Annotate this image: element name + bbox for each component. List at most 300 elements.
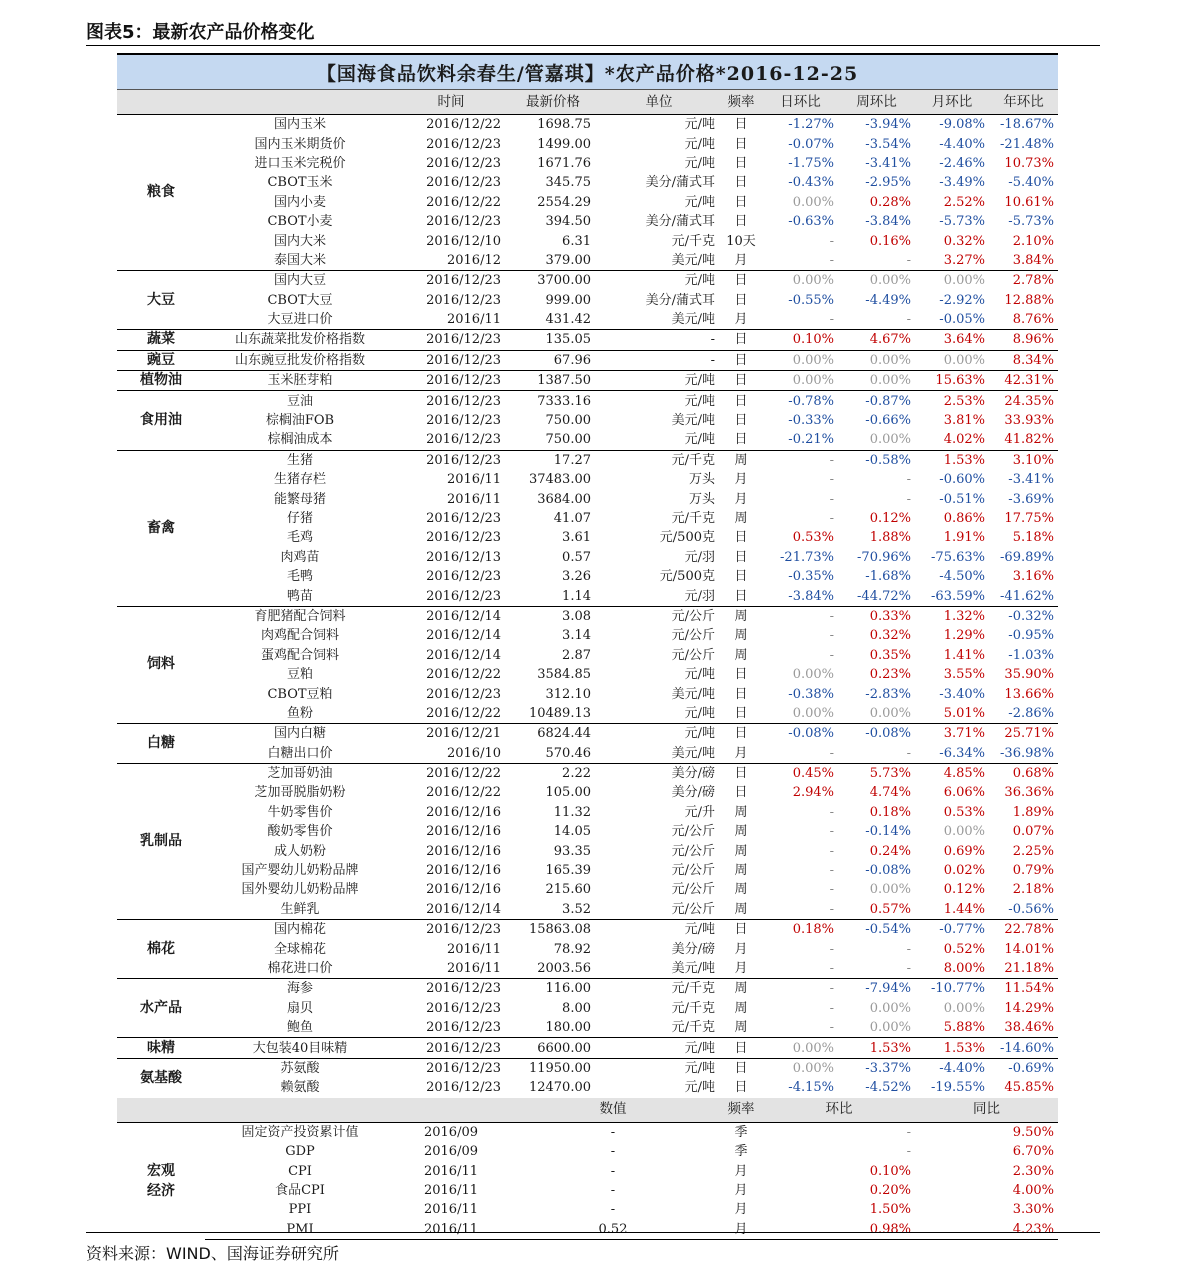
item-name: 国内大豆 <box>205 271 395 291</box>
day-change: - <box>829 647 834 663</box>
item-unit: - <box>599 330 719 350</box>
item-name: 毛鸡 <box>286 530 313 546</box>
item-unit: 美元/吨 <box>671 413 715 429</box>
day-change: - <box>829 1020 834 1036</box>
item-name: 泰国大米 <box>273 252 326 268</box>
item-price: 41.07 <box>553 511 591 526</box>
week-change: 0.16% <box>869 233 911 249</box>
table-row <box>117 154 1058 173</box>
year-change: 22.78% <box>989 920 1058 940</box>
item-unit: 元/吨 <box>599 391 719 411</box>
year-change: -69.89% <box>1000 549 1054 565</box>
week-change: 0.57% <box>869 901 911 917</box>
year-change: 45.85% <box>1004 1080 1054 1096</box>
item-unit: 美分/蒲式耳 <box>645 175 715 191</box>
item-date: 2016/12/23 <box>395 330 507 350</box>
item-price: 312.10 <box>545 686 591 702</box>
item-price: 10489.13 <box>528 705 591 721</box>
macro-frequency: 季 <box>719 1122 763 1142</box>
week-change: 0.35% <box>869 647 911 663</box>
day-change: 0.10% <box>763 330 838 350</box>
item-price: 78.92 <box>553 941 591 957</box>
year-change: 17.75% <box>1004 511 1054 526</box>
year-change: -0.32% <box>989 606 1058 626</box>
item-price: 3.26 <box>562 569 591 585</box>
month-change: 0.00% <box>915 271 989 291</box>
item-price: 2554.29 <box>537 194 591 210</box>
item-date: 2016/12/16 <box>426 804 501 820</box>
month-change: -2.92% <box>939 292 985 308</box>
table-row <box>117 231 1058 250</box>
week-change: 1.88% <box>869 530 911 546</box>
item-unit: 元/千克 <box>599 450 719 470</box>
item-name: CBOT玉米 <box>267 175 333 191</box>
item-unit: 元/千克 <box>671 511 715 526</box>
year-change: -14.60% <box>989 1038 1058 1058</box>
item-price: 999.00 <box>545 292 591 308</box>
item-date: 2016/12/23 <box>426 432 501 448</box>
table-row <box>117 684 1058 703</box>
month-change: 6.06% <box>943 785 985 801</box>
item-unit: 元/吨 <box>684 136 715 152</box>
day-change: - <box>829 824 834 840</box>
item-frequency: 周 <box>734 882 748 898</box>
item-price: 67.96 <box>507 350 599 370</box>
week-change: -44.72% <box>857 588 911 604</box>
macro-table-body <box>117 1122 1058 1239</box>
table-row <box>117 1018 1058 1038</box>
item-date: 2016/12/22 <box>426 785 501 801</box>
item-frequency: 月 <box>734 745 748 761</box>
table-row <box>117 880 1058 899</box>
week-change: 0.23% <box>869 667 911 683</box>
item-date: 2016/12/23 <box>426 413 501 429</box>
item-unit: 元/吨 <box>684 667 715 683</box>
year-change: -36.98% <box>1000 745 1054 761</box>
header-date: 时间 <box>395 90 507 115</box>
item-unit: 美分/磅 <box>671 785 715 801</box>
item-frequency: 周 <box>734 647 748 663</box>
item-price: 7333.16 <box>507 391 599 411</box>
category-label: 味精 <box>117 1038 205 1058</box>
item-frequency: 周 <box>734 863 748 879</box>
item-unit: - <box>599 350 719 370</box>
macro-mom: - <box>763 1122 915 1142</box>
item-date: 2016/12/23 <box>395 391 507 411</box>
item-date: 2016/11 <box>446 941 501 957</box>
item-frequency: 日 <box>734 549 748 565</box>
macro-value: - <box>610 1144 616 1160</box>
week-change: 0.12% <box>869 511 911 526</box>
macro-mom: 0.10% <box>869 1163 911 1179</box>
item-date: 2016/12/21 <box>395 724 507 744</box>
item-price: 12470.00 <box>528 1080 591 1096</box>
item-unit: 元/升 <box>684 804 715 820</box>
item-unit: 元/吨 <box>599 271 719 291</box>
item-price: 180.00 <box>545 1020 591 1036</box>
table-row <box>117 606 1058 626</box>
week-change: -70.96% <box>857 549 911 565</box>
table-row <box>117 704 1058 724</box>
table-row <box>117 251 1058 271</box>
category-label: 大豆 <box>117 271 205 330</box>
day-change: -4.15% <box>788 1080 834 1096</box>
year-change: 12.88% <box>1004 292 1054 308</box>
item-name: 芝加哥脱脂奶粉 <box>254 785 346 801</box>
item-date: 2016/12/23 <box>426 569 501 585</box>
item-unit: 元/吨 <box>684 432 715 448</box>
item-frequency: 日 <box>719 1038 763 1058</box>
item-date: 2016/12/23 <box>426 511 501 526</box>
item-name: 进口玉米完税价 <box>254 155 346 171</box>
item-date: 2016/12/23 <box>426 1020 501 1036</box>
item-price: 3.52 <box>562 901 591 917</box>
year-change: 14.29% <box>1004 1000 1054 1016</box>
week-change: - <box>906 960 911 976</box>
macro-yoy: 9.50% <box>915 1122 1058 1142</box>
macro-frequency: 月 <box>734 1202 748 1218</box>
item-date: 2016/12/22 <box>426 194 501 210</box>
item-frequency: 周 <box>734 804 748 820</box>
item-price: 6824.44 <box>507 724 599 744</box>
week-change: 0.00% <box>869 1000 911 1016</box>
table-row <box>117 411 1058 430</box>
week-change: -3.41% <box>865 155 911 171</box>
macro-date: 2016/09 <box>395 1122 507 1142</box>
year-change: 3.16% <box>1012 569 1054 585</box>
year-change: 21.18% <box>1004 960 1054 976</box>
item-date: 2016/12/23 <box>395 1058 507 1078</box>
month-change: 1.41% <box>943 647 985 663</box>
item-frequency: 日 <box>719 763 763 783</box>
table-row <box>117 822 1058 841</box>
year-change: 24.35% <box>989 391 1058 411</box>
year-change: 42.31% <box>989 371 1058 391</box>
day-change: 0.00% <box>763 1038 838 1058</box>
item-name: 酸奶零售价 <box>267 824 333 840</box>
item-unit: 美分/蒲式耳 <box>645 214 715 230</box>
item-date: 2016/12/23 <box>395 979 507 999</box>
item-unit: 元/公斤 <box>671 628 715 644</box>
item-price: 8.00 <box>562 1000 591 1016</box>
year-change: -0.95% <box>1008 628 1054 644</box>
table-row <box>117 271 1058 291</box>
month-change: -6.34% <box>939 745 985 761</box>
day-change: - <box>829 628 834 644</box>
table-row <box>117 509 1058 528</box>
item-name: 鸭苗 <box>286 588 313 604</box>
macro-yoy: 4.00% <box>1012 1182 1054 1198</box>
year-change: -18.67% <box>989 115 1058 135</box>
day-change: - <box>829 863 834 879</box>
item-name: 国内大米 <box>273 233 326 249</box>
year-change: 8.96% <box>989 330 1058 350</box>
month-change: -3.49% <box>939 175 985 191</box>
day-change: 0.00% <box>792 194 834 210</box>
item-date: 2016/12/16 <box>426 882 501 898</box>
month-change: 0.12% <box>943 882 985 898</box>
item-frequency: 日 <box>719 920 763 940</box>
item-unit: 元/吨 <box>684 705 715 721</box>
report-banner: 【国海食品饮料余春生/管嘉琪】*农产品价格*2016-12-25 <box>117 53 1058 90</box>
item-date: 2016/12/23 <box>426 1080 501 1096</box>
item-date: 2016/12/14 <box>426 628 501 644</box>
week-change: -3.37% <box>838 1058 915 1078</box>
week-change: 0.00% <box>869 432 911 448</box>
table-row <box>117 548 1058 567</box>
item-date: 2016/12/23 <box>426 588 501 604</box>
item-date: 2016/12/13 <box>426 549 501 565</box>
item-date: 2016/12/22 <box>395 763 507 783</box>
macro-date: 2016/11 <box>423 1202 478 1218</box>
item-name: 国内玉米 <box>205 115 395 135</box>
week-change: -7.94% <box>838 979 915 999</box>
year-change: -41.62% <box>1000 588 1054 604</box>
week-change: -0.08% <box>865 863 911 879</box>
table-row <box>117 803 1058 822</box>
item-date: 2016/12/23 <box>426 686 501 702</box>
item-frequency: 月 <box>734 491 748 507</box>
item-frequency: 日 <box>719 724 763 744</box>
item-name: 肉鸡苗 <box>280 549 320 565</box>
month-change: -5.73% <box>939 214 985 230</box>
item-name: 豆油 <box>205 391 395 411</box>
item-price: 165.39 <box>545 863 591 879</box>
item-price: 379.00 <box>545 252 591 268</box>
macro-row <box>117 1161 1058 1180</box>
month-change: 15.63% <box>915 371 989 391</box>
week-change: -3.94% <box>838 115 915 135</box>
item-date: 2016/12/23 <box>395 450 507 470</box>
item-price: 11.32 <box>553 804 591 820</box>
month-change: 0.69% <box>943 843 985 859</box>
year-change: -5.40% <box>1008 175 1054 191</box>
item-unit: 美元/吨 <box>671 312 715 328</box>
item-date: 2016/12/14 <box>426 901 501 917</box>
item-name: CBOT豆粕 <box>267 686 333 702</box>
month-change: 5.01% <box>943 705 985 721</box>
macro-table <box>117 1098 1058 1240</box>
table-row <box>117 1058 1058 1078</box>
item-date: 2016/12/23 <box>395 371 507 391</box>
table-row <box>117 920 1058 940</box>
month-change: 3.64% <box>915 330 989 350</box>
year-change: -5.73% <box>1008 214 1054 230</box>
year-change: -2.86% <box>1008 705 1054 721</box>
item-unit: 元/吨 <box>684 194 715 210</box>
week-change: -0.54% <box>838 920 915 940</box>
item-frequency: 日 <box>719 391 763 411</box>
item-price: 345.75 <box>545 175 591 191</box>
day-change: -0.38% <box>788 686 834 702</box>
year-change: 8.76% <box>1012 312 1054 328</box>
item-name: 国外婴幼儿奶粉品牌 <box>241 882 359 898</box>
macro-header-yoy: 同比 <box>915 1098 1058 1123</box>
item-date: 2016/11 <box>446 491 501 507</box>
macro-header-mom: 环比 <box>763 1098 915 1123</box>
macro-header-row <box>117 1098 1058 1123</box>
table-row <box>117 528 1058 547</box>
table-row <box>117 430 1058 450</box>
table-row <box>117 626 1058 645</box>
item-unit: 元/千克 <box>671 1000 715 1016</box>
table-row <box>117 212 1058 231</box>
item-price: 1671.76 <box>537 155 591 171</box>
week-change: 0.00% <box>869 705 911 721</box>
item-date: 2016/12/22 <box>395 115 507 135</box>
week-change: -1.68% <box>865 569 911 585</box>
day-change: 0.00% <box>763 1058 838 1078</box>
month-change: 2.52% <box>943 194 985 210</box>
macro-frequency: 月 <box>719 1219 763 1239</box>
month-change: -2.46% <box>939 155 985 171</box>
category-label: 棉花 <box>117 920 205 979</box>
month-change: 0.02% <box>943 863 985 879</box>
year-change: -1.03% <box>1008 647 1054 663</box>
item-unit: 元/羽 <box>684 588 715 604</box>
item-price: 570.46 <box>545 745 591 761</box>
month-change: -4.50% <box>939 569 985 585</box>
month-change: 0.52% <box>943 941 985 957</box>
item-unit: 元/千克 <box>599 979 719 999</box>
item-price: 116.00 <box>507 979 599 999</box>
year-change: -3.41% <box>1008 472 1054 488</box>
month-change: -4.40% <box>915 1058 989 1078</box>
month-change: -19.55% <box>931 1080 985 1096</box>
week-change: -3.54% <box>865 136 911 152</box>
macro-date: 2016/11 <box>423 1163 478 1179</box>
month-change: 0.00% <box>943 1000 985 1016</box>
month-change: 1.32% <box>915 606 989 626</box>
macro-value: - <box>610 1182 616 1198</box>
day-change: 0.00% <box>792 667 834 683</box>
macro-header-value: 数值 <box>507 1098 719 1123</box>
item-name: 生猪 <box>205 450 395 470</box>
item-frequency: 周 <box>734 843 748 859</box>
table-row <box>117 724 1058 744</box>
item-price: 37483.00 <box>528 472 591 488</box>
item-frequency: 周 <box>719 450 763 470</box>
item-unit: 元/吨 <box>684 155 715 171</box>
year-change: 41.82% <box>1004 432 1054 448</box>
item-unit: 元/公斤 <box>599 606 719 626</box>
day-change: 0.45% <box>763 763 838 783</box>
week-change: 4.67% <box>838 330 915 350</box>
week-change: 0.18% <box>869 804 911 820</box>
item-name: 棕榈油FOB <box>265 413 335 429</box>
year-change: 0.68% <box>989 763 1058 783</box>
item-date: 2016/10 <box>446 745 501 761</box>
item-frequency: 日 <box>719 371 763 391</box>
item-price: 135.05 <box>507 330 599 350</box>
item-frequency: 日 <box>719 271 763 291</box>
month-change: 1.29% <box>943 628 985 644</box>
item-unit: 元/吨 <box>599 1058 719 1078</box>
item-price: 3700.00 <box>507 271 599 291</box>
month-change: 4.02% <box>943 432 985 448</box>
item-frequency: 月 <box>734 312 748 328</box>
year-change: 33.93% <box>1004 413 1054 429</box>
table-row <box>117 291 1058 310</box>
week-change: - <box>906 472 911 488</box>
day-change: - <box>829 312 834 328</box>
table-row <box>117 173 1058 192</box>
year-change: 8.34% <box>989 350 1058 370</box>
item-unit: 美分/蒲式耳 <box>645 292 715 308</box>
macro-frequency: 季 <box>734 1144 748 1160</box>
item-price: 15863.08 <box>507 920 599 940</box>
year-change: 2.25% <box>1012 843 1054 859</box>
item-frequency: 日 <box>734 175 748 191</box>
item-frequency: 周 <box>734 1020 748 1036</box>
week-change: -4.52% <box>865 1080 911 1096</box>
item-name: 全球棉花 <box>273 941 326 957</box>
day-change: - <box>829 233 834 249</box>
item-frequency: 日 <box>734 1080 748 1096</box>
item-frequency: 日 <box>734 432 748 448</box>
item-name: 山东豌豆批发价格指数 <box>205 350 395 370</box>
table-row <box>117 350 1058 370</box>
day-change: -0.33% <box>788 413 834 429</box>
item-name: 棉花进口价 <box>267 960 333 976</box>
item-unit: 元/公斤 <box>671 843 715 859</box>
week-change: 4.74% <box>869 785 911 801</box>
day-change: - <box>829 491 834 507</box>
item-date: 2016/12/23 <box>426 214 501 230</box>
day-change: 0.00% <box>792 705 834 721</box>
item-frequency: 月 <box>734 472 748 488</box>
table-row <box>117 193 1058 212</box>
item-name: 大包装40目味精 <box>205 1038 395 1058</box>
item-date: 2016/12/16 <box>426 843 501 859</box>
week-change: -4.49% <box>865 292 911 308</box>
item-name: 豆粕 <box>286 667 313 683</box>
macro-name: GDP <box>285 1144 315 1160</box>
macro-row <box>117 1181 1058 1200</box>
day-change: 0.53% <box>792 530 834 546</box>
price-table <box>117 90 1058 1098</box>
month-change: -63.59% <box>931 588 985 604</box>
week-change: - <box>906 252 911 268</box>
month-change: 5.88% <box>943 1020 985 1036</box>
item-price: 105.00 <box>545 785 591 801</box>
table-row <box>117 586 1058 606</box>
month-change: 0.00% <box>915 350 989 370</box>
week-change: 0.00% <box>869 1020 911 1036</box>
item-frequency: 日 <box>734 136 748 152</box>
table-row <box>117 959 1058 979</box>
day-change: -0.08% <box>763 724 838 744</box>
item-frequency: 日 <box>734 155 748 171</box>
week-change: 0.28% <box>869 194 911 210</box>
day-change: 2.94% <box>792 785 834 801</box>
year-change: 0.79% <box>1012 863 1054 879</box>
week-change: -2.83% <box>865 686 911 702</box>
year-change: 11.54% <box>989 979 1058 999</box>
item-price: 6600.00 <box>507 1038 599 1058</box>
item-name: 大豆进口价 <box>267 312 333 328</box>
macro-mom: 0.98% <box>763 1219 915 1239</box>
table-row <box>117 900 1058 920</box>
month-change: 0.53% <box>943 804 985 820</box>
macro-value: 0.52 <box>507 1219 719 1239</box>
day-change: - <box>829 960 834 976</box>
item-price: 2.87 <box>562 647 591 663</box>
day-change: - <box>763 606 838 626</box>
item-frequency: 周 <box>734 511 748 526</box>
macro-value: - <box>507 1122 719 1142</box>
year-change: 5.18% <box>1012 530 1054 546</box>
